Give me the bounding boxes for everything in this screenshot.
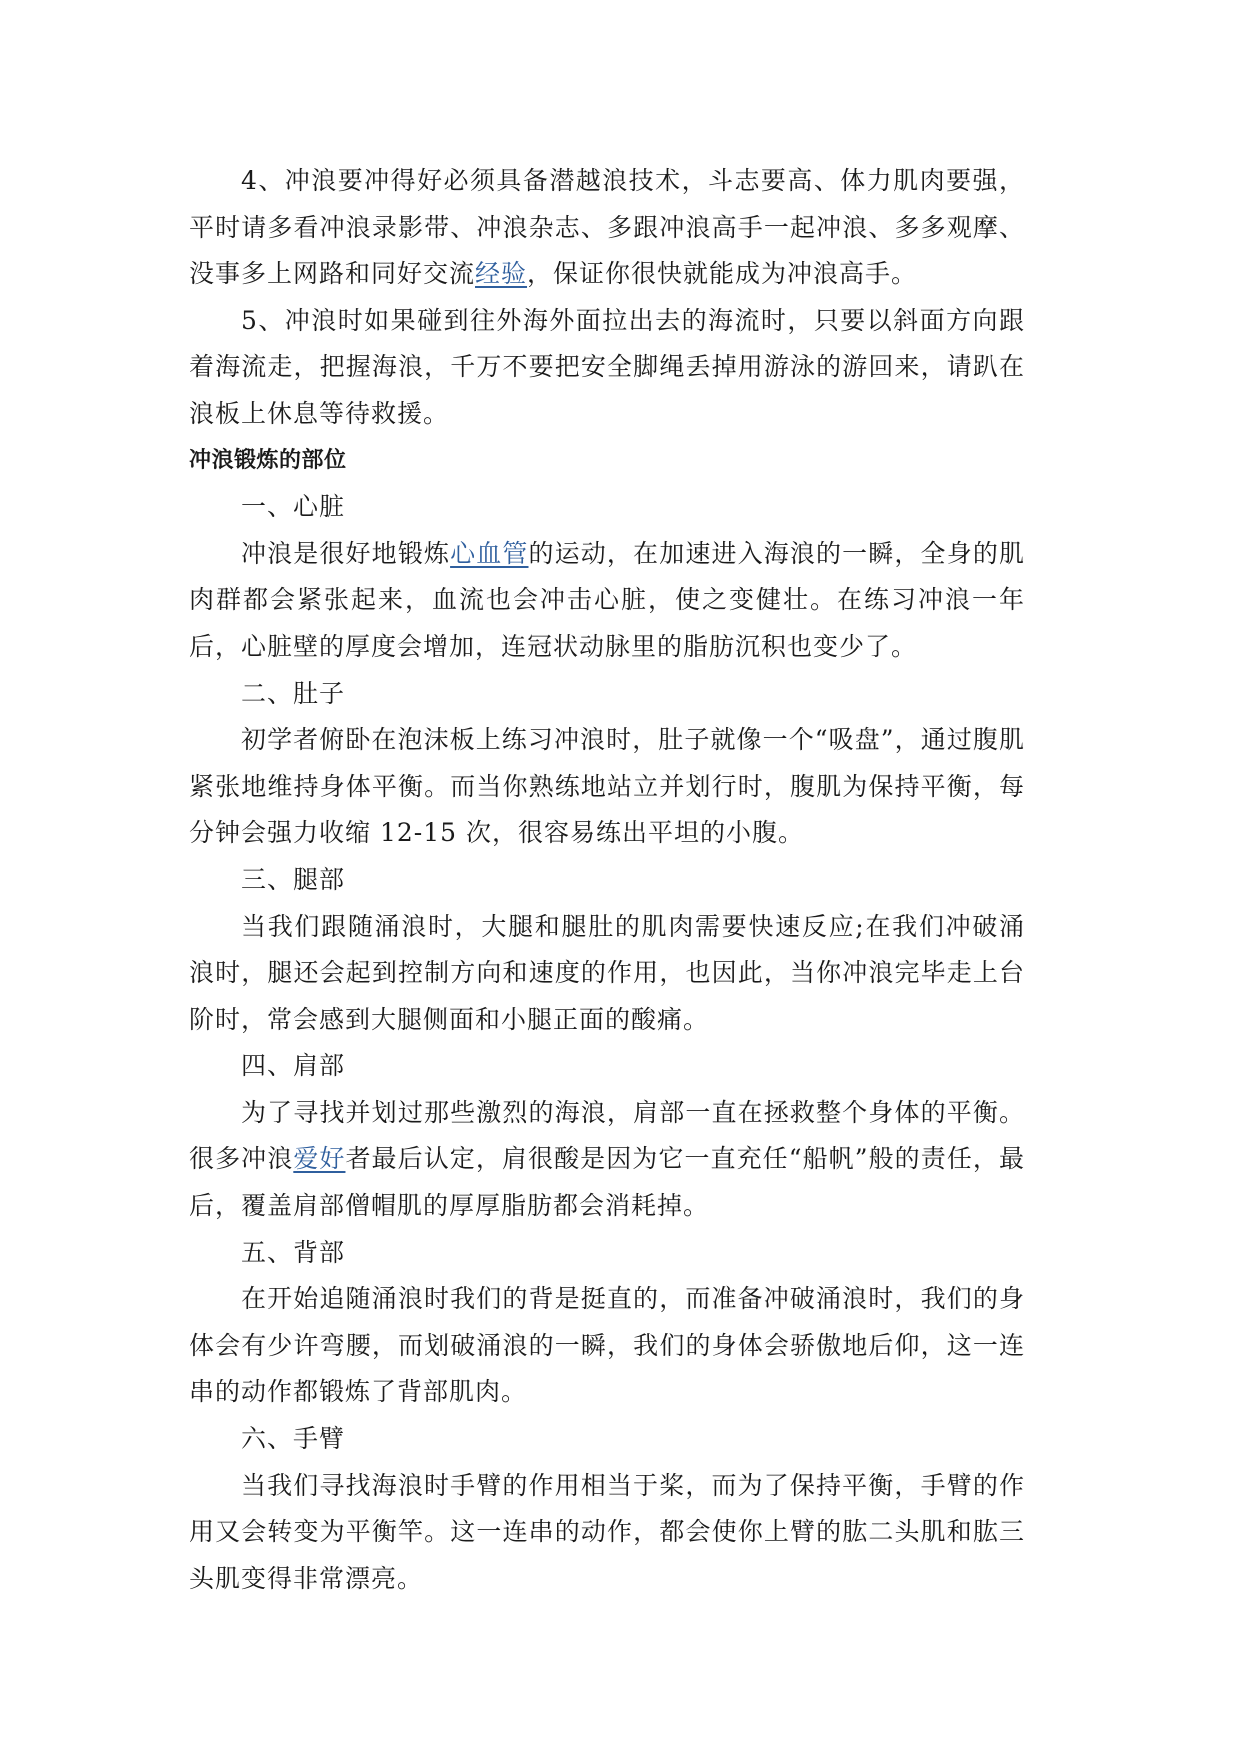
shoulders-text-before: 为了寻找并划过那些激烈的海浪，肩部一直在拯救整个身体的平衡。很多冲浪 bbox=[189, 1097, 1025, 1174]
link-cardiovascular[interactable]: 心血管 bbox=[450, 538, 529, 568]
part-title-belly: 二、肚子 bbox=[241, 678, 346, 708]
tip-paragraph-4 bbox=[189, 158, 1025, 298]
part-title-back: 五、背部 bbox=[241, 1237, 346, 1267]
heart-text-after: 的运动，在加速进入海浪的一瞬，全身的肌肉群都会紧张起来，血流也会冲击心脏，使之变健壮。在练习冲浪一年后，心脏壁的厚度会增加，连冠状动脉里的脂肪沉积也变少了。 bbox=[189, 538, 1025, 661]
shoulders-text-after: 者最后认定，肩很酸是因为它一直充任“船帆”般的责任，最后，覆盖肩部僧帽肌的厚厚脂肪都会消耗掉。 bbox=[189, 1144, 1025, 1221]
part-title-shoulders: 四、肩部 bbox=[241, 1051, 346, 1081]
part-body-legs: 当我们跟随涌浪时，大腿和腿肚的肌肉需要快速反应;在我们冲破涌浪时，腿还会起到控制方向和速度的作用，也因此，当你冲浪完毕走上台阶时，常会感到大腿侧面和小腿正面的酸痛。 bbox=[189, 911, 1025, 1034]
part-body-belly: 初学者俯卧在泡沫板上练习冲浪时，肚子就像一个“吸盘”，通过腹肌紧张地维持身体平衡。而当你熟练地站立并划行时，腹肌为保持平衡，每分钟会强力收缩 12-15 次，很容易练出平坦的小腹。 bbox=[189, 725, 1025, 848]
part-title-heart: 一、心脏 bbox=[241, 492, 346, 522]
part-body-heart bbox=[189, 531, 1025, 671]
document-page bbox=[189, 158, 1025, 1602]
link-hobby[interactable]: 爱好 bbox=[293, 1144, 346, 1174]
part-title-legs: 三、腿部 bbox=[241, 864, 346, 894]
tip-4-text-after: ，保证你很快就能成为冲浪高手。 bbox=[527, 259, 918, 289]
link-experience[interactable]: 经验 bbox=[475, 259, 528, 289]
tip-paragraph-5: 5、冲浪时如果碰到往外海外面拉出去的海流时，只要以斜面方向跟着海流走，把握海浪，千万不要把安全脚绳丢掉用游泳的游回来，请趴在浪板上休息等待救援。 bbox=[189, 305, 1025, 428]
part-body-back: 在开始追随涌浪时我们的背是挺直的，而准备冲破涌浪时，我们的身体会有少许弯腰，而划破涌浪的一瞬，我们的身体会骄傲地后仰，这一连串的动作都锻炼了背部肌肉。 bbox=[189, 1284, 1025, 1407]
part-body-arms: 当我们寻找海浪时手臂的作用相当于桨，而为了保持平衡，手臂的作用又会转变为平衡竿。这一连串的动作，都会使你上臂的肱二头肌和肱三头肌变得非常漂亮。 bbox=[189, 1470, 1025, 1593]
part-title-arms: 六、手臂 bbox=[241, 1424, 346, 1454]
heart-text-before: 冲浪是很好地锻炼 bbox=[241, 538, 451, 568]
tip-4-text-before: 4、冲浪要冲得好必须具备潜越浪技术，斗志要高、体力肌肉要强，平时请多看冲浪录影带、冲浪杂志、多跟冲浪高手一起冲浪、多多观摩、没事多上网路和同好交流 bbox=[189, 166, 1025, 289]
section-title: 冲浪锻炼的部位 bbox=[189, 447, 347, 473]
part-body-shoulders bbox=[189, 1090, 1025, 1230]
